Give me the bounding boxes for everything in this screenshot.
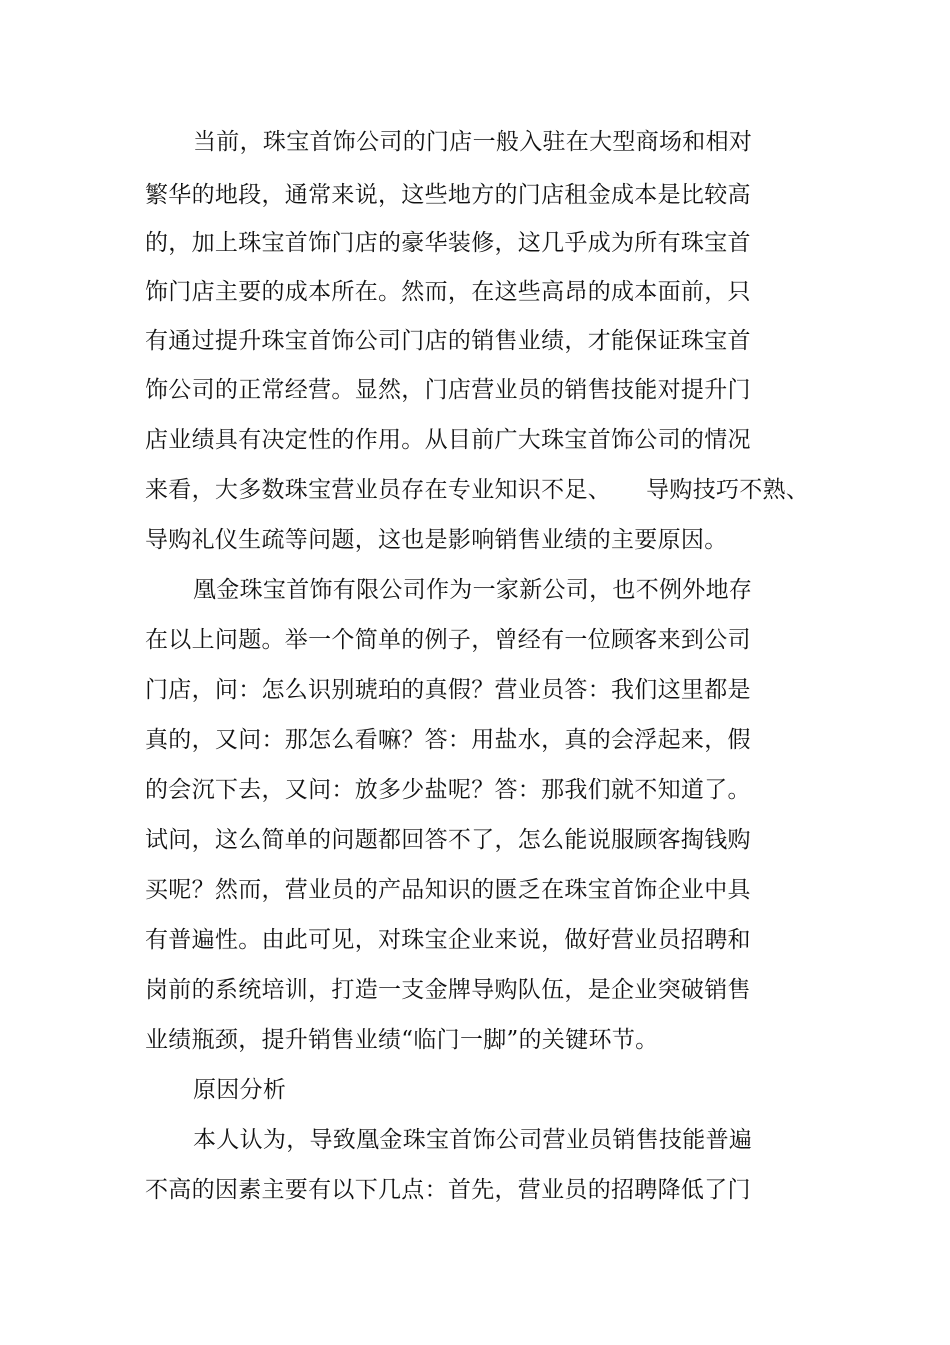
- paragraph-1-line-7: 店业绩具有决定性的作用。从目前广大珠宝首饰公司的情况: [145, 427, 751, 453]
- paragraph-1-line-3: 的，加上珠宝首饰门店的豪华装修，这几乎成为所有珠宝首: [145, 230, 751, 256]
- paragraph-2-line-4: 真的，又问：那怎么看嘛？答：用盐水，真的会浮起来，假: [145, 727, 751, 753]
- paragraph-2-line-7: 买呢？然而，营业员的产品知识的匮乏在珠宝首饰企业中具: [145, 877, 751, 903]
- paragraph-1-line-4: 饰门店主要的成本所在。然而，在这些高昂的成本面前，只: [145, 279, 751, 305]
- paragraph-2-line-10: 业绩瓶颈，提升销售业绩“临门一脚”的关键环节。: [145, 1027, 659, 1053]
- paragraph-1-line-9: 导购礼仪生疏等问题，这也是影响销售业绩的主要原因。: [145, 527, 728, 553]
- paragraph-1-line-1: 当前，珠宝首饰公司的门店一般入驻在大型商场和相对: [193, 129, 753, 155]
- paragraph-2-line-2: 在以上问题。举一个简单的例子，曾经有一位顾客来到公司: [145, 627, 751, 653]
- paragraph-2-line-3: 门店，问：怎么识别琥珀的真假？营业员答：我们这里都是: [145, 677, 751, 703]
- paragraph-2-line-8: 有普遍性。由此可见，对珠宝企业来说，做好营业员招聘和: [145, 927, 751, 953]
- paragraph-2-line-5: 的会沉下去，又问：放多少盐呢？答：那我们就不知道了。: [145, 777, 751, 803]
- paragraph-2-line-6: 试问，这么简单的问题都回答不了，怎么能说服顾客掏钱购: [145, 827, 751, 853]
- paragraph-3-line-2: 不高的因素主要有以下几点：首先，营业员的招聘降低了门: [145, 1177, 751, 1203]
- paragraph-1-line-8: 来看，大多数珠宝营业员存在专业知识不足、 导购技巧不熟、: [145, 477, 810, 503]
- paragraph-3-line-1: 本人认为，导致凰金珠宝首饰公司营业员销售技能普遍: [193, 1127, 753, 1153]
- paragraph-1-line-2: 繁华的地段，通常来说，这些地方的门店租金成本是比较高: [145, 182, 751, 208]
- section-heading: 原因分析: [193, 1077, 287, 1103]
- paragraph-1-line-5: 有通过提升珠宝首饰公司门店的销售业绩，才能保证珠宝首: [145, 328, 751, 354]
- paragraph-2-line-9: 岗前的系统培训，打造一支金牌导购队伍，是企业突破销售: [145, 977, 751, 1003]
- paragraph-1-line-6: 饰公司的正常经营。显然，门店营业员的销售技能对提升门: [145, 377, 751, 403]
- paragraph-2-line-1: 凰金珠宝首饰有限公司作为一家新公司，也不例外地存: [193, 577, 753, 603]
